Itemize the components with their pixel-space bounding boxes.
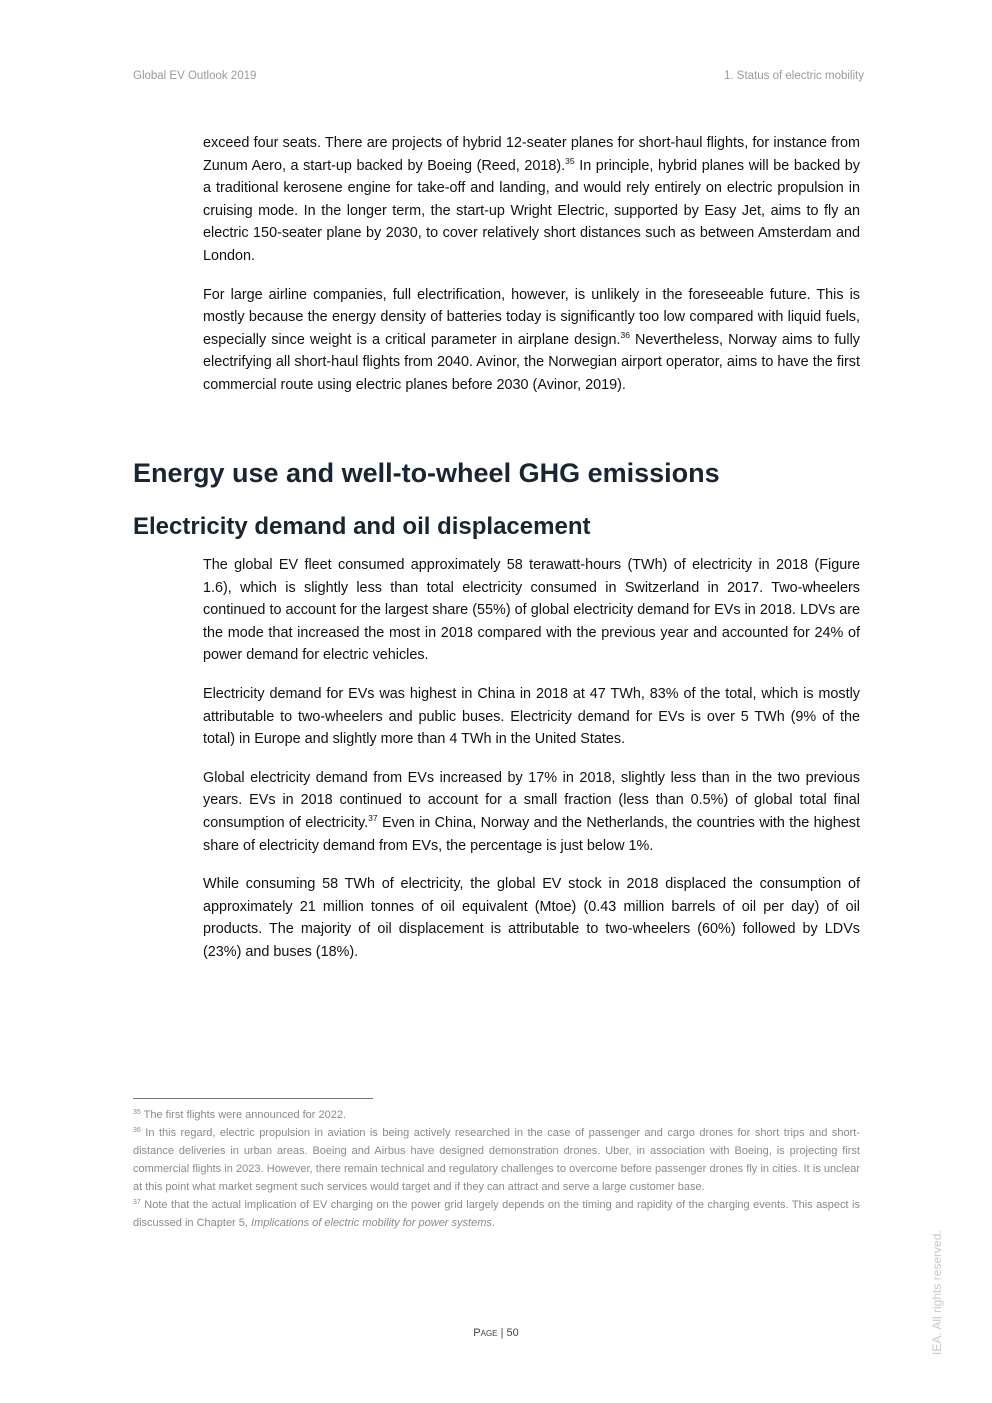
footnote-text: . <box>491 1217 495 1229</box>
footnote-italic: Implications of electric mobility for power systems <box>251 1217 492 1229</box>
footnote-text: The first flights were announced for 2022. <box>140 1109 347 1121</box>
footnote-number: 36 <box>133 1127 141 1134</box>
section-heading: Energy use and well-to-wheel GHG emissions <box>133 458 720 488</box>
text: For large airline companies, full electrification, however, is unlikely in the foreseeable future. This is mostly because the energy density of batteries today is significantly too low compared with liquid fuels, especially since weight is a critical parameter in airplane design. <box>203 286 860 348</box>
text: exceed four seats. There are projects of hybrid 12-seater planes for short-haul flights, for instance from Zunum Aero, a start-up backed by Boeing (Reed, 2018). <box>203 135 860 174</box>
paragraph <box>203 132 860 268</box>
copyright-watermark: IEA. All rights reserved. <box>930 1230 944 1355</box>
section-text <box>203 554 860 980</box>
paragraph: The global EV fleet consumed approximately 58 terawatt-hours (TWh) of electricity in 2018 (Figure 1.6), which is slightly less than total electricity consumed in Switzerland in 2017. Two-wheelers continued to account for the largest share (55%) of global electricity demand for EVs in 2018. LDVs are the mode that increased the most in 2018 compared with the previous year and accounted for 24% of power demand for electric vehicles. <box>203 557 860 664</box>
text: In principle, hybrid planes will be backed by a traditional kerosene engine for take-off and landing, and would rely entirely on electric propulsion in cruising mode. In the longer term, the start-up Wright Electric, supported by Easy Jet, aims to fly an electric 150-seater plane by 2030, to cover relatively short distances such as between Amsterdam and London. <box>203 157 860 264</box>
footnote <box>133 1196 860 1232</box>
paragraph <box>203 767 860 857</box>
footnote-ref[interactable]: 35 <box>565 155 575 166</box>
footnote-number: 37 <box>133 1199 141 1206</box>
footnote-ref[interactable]: 37 <box>368 812 378 823</box>
footnote <box>133 1106 860 1124</box>
page-number: Page | 50 <box>473 1327 519 1339</box>
running-header-title: Global EV Outlook 2019 <box>133 70 257 82</box>
paragraph <box>203 284 860 397</box>
text: Global electricity demand from EVs increased by 17% in 2018, slightly less than in the two previous years. EVs in 2018 continued to account for a small fraction (less than 0.5%) of global total final consumption of electricity. <box>203 769 860 831</box>
footnote-text: Note that the actual implication of EV charging on the power grid largely depends on the timing and rapidity of the charging events. This aspect is discussed in Chapter 5, <box>133 1199 860 1229</box>
footnote-number: 35 <box>133 1109 141 1116</box>
text: Even in China, Norway and the Netherlands, the countries with the highest share of electricity demand from EVs, the percentage is just below 1%. <box>203 814 860 854</box>
paragraph: While consuming 58 TWh of electricity, the global EV stock in 2018 displaced the consumption of approximately 21 million tonnes of oil equivalent (Mtoe) (0.43 million barrels of oil per day) of oil products. The majority of oil displacement is attributable to two-wheelers (60%) followed by LDVs (23%) and buses (18%). <box>203 876 860 960</box>
footnotes <box>133 1106 860 1232</box>
running-header-chapter: 1. Status of electric mobility <box>724 70 864 82</box>
intro-text <box>203 132 860 413</box>
footnote-text: In this regard, electric propulsion in aviation is being actively researched in the case of passenger and cargo drones for short trips and short-distance deliveries in urban areas. Boeing and Airbus have designed demonstration drones. Uber, in association with Boeing, is projecting first commercial flights in 2023. However, there remain technical and regulatory challenges to overcome before passenger drones fly in cities. It is unclear at this point what market segment such services would target and if they can attract and serve a large customer base. <box>133 1127 860 1193</box>
subsection-heading: Electricity demand and oil displacement <box>133 513 591 540</box>
footnote-divider <box>133 1098 373 1099</box>
text: Nevertheless, Norway aims to fully electrifying all short-haul flights from 2040. Avinor, the Norwegian airport operator, aims to have the first commercial route using electric planes before 2030 (Avinor, 2019). <box>203 331 861 393</box>
footnote-ref[interactable]: 36 <box>620 329 630 340</box>
paragraph: Electricity demand for EVs was highest in China in 2018 at 47 TWh, 83% of the total, which is mostly attributable to two-wheelers and public buses. Electricity demand for EVs is over 5 TWh (9% of the total) in Europe and slightly more than 4 TWh in the United States. <box>203 685 860 748</box>
footnote <box>133 1124 860 1196</box>
